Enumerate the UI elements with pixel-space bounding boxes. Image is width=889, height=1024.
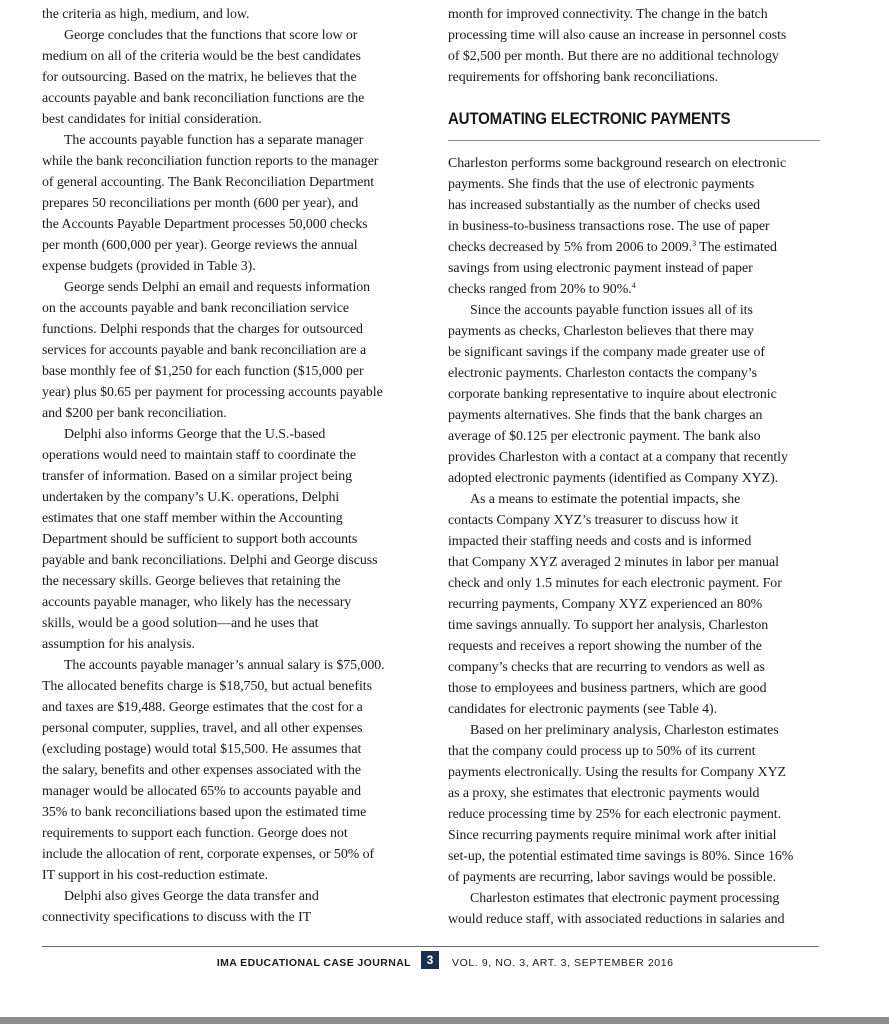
text-line: as a proxy, she estimates that electronic payments would (448, 786, 760, 801)
text-line: the criteria as high, medium, and low. (42, 7, 250, 22)
text-line: recurring payments, Company XYZ experienced an 80% (448, 597, 763, 612)
text-line: Since the accounts payable function issues all of its (470, 303, 753, 318)
text-line: candidates for electronic payments (see Table 4). (448, 702, 718, 717)
paragraph (42, 424, 414, 655)
paragraph (448, 489, 820, 720)
text-line: the salary, benefits and other expenses associated with the (42, 763, 361, 778)
paragraph (448, 300, 820, 489)
text-line: connectivity specifications to discuss with the IT (42, 910, 312, 925)
text-line: The accounts payable manager’s annual salary is $75,000. (64, 658, 385, 673)
text-line: and taxes are $19,488. George estimates that the cost for a (42, 700, 363, 715)
text-line: payments electronically. Using the results for Company XYZ (448, 765, 786, 780)
footnote-marker: 3 (692, 239, 697, 248)
paragraph (42, 130, 414, 277)
right-column (448, 4, 820, 930)
text-line: those to employees and business partners, which are good (448, 681, 767, 696)
text-line: accounts payable manager, who likely has the necessary (42, 595, 352, 610)
text-line: that the company could process up to 50% of its current (448, 744, 756, 759)
journal-title: IMA EDUCATIONAL CASE JOURNAL (216, 957, 411, 969)
text-line: (excluding postage) would total $15,500. He assumes that (42, 742, 362, 757)
text-line: Delphi also informs George that the U.S.-based (64, 427, 326, 442)
text-line: accounts payable and bank reconciliation functions are the (42, 91, 365, 106)
text-line: savings from using electronic payment instead of paper (448, 261, 753, 276)
text-line: 35% to bank reconciliations based upon the estimated time (42, 805, 367, 820)
paragraph (448, 153, 820, 300)
text-line: best candidates for initial consideration. (42, 112, 262, 127)
text-line: that Company XYZ averaged 2 minutes in labor per manual (448, 555, 779, 570)
text-line: has increased substantially as the number of checks used (448, 198, 760, 213)
text-line: electronic payments. Charleston contacts the company’s (448, 366, 757, 381)
text-line: IT support in his cost-reduction estimate. (42, 868, 269, 883)
text-line: payments as checks, Charleston believes that there may (448, 324, 754, 339)
text-line: the necessary skills. George believes that retaining the (42, 574, 341, 589)
text-line: while the bank reconciliation function reports to the manager (42, 154, 379, 169)
text-line: would reduce staff, with associated reductions in salaries and (448, 912, 785, 927)
text-line: expense budgets (provided in Table 3). (42, 259, 256, 274)
text-line: assumption for his analysis. (42, 637, 195, 652)
text-line: processing time will also cause an increase in personnel costs (448, 28, 787, 43)
left-column (42, 4, 414, 928)
text-line: Delphi also gives George the data transfer and (64, 889, 319, 904)
paragraph (42, 655, 414, 886)
text-line: impacted their staffing needs and costs and is informed (448, 534, 752, 549)
footnote-marker: 4 (631, 281, 636, 290)
text-line: undertaken by the company’s U.K. operations, Delphi (42, 490, 340, 505)
text-line: on the accounts payable and bank reconciliation service (42, 301, 349, 316)
text-line: requests and receives a report showing the number of the (448, 639, 762, 654)
text-line: base monthly fee of $1,250 for each function ($15,000 per (42, 364, 364, 379)
text-line: prepares 50 reconciliations per month (600 per year), and (42, 196, 359, 211)
text-line: As a means to estimate the potential impacts, she (470, 492, 741, 507)
issue-info: VOL. 9, NO. 3, ART. 3, SEPTEMBER 2016 (452, 957, 674, 969)
text-line: personal computer, supplies, travel, and all other expenses (42, 721, 363, 736)
text-line: George concludes that the functions that score low or (64, 28, 358, 43)
text-line: contacts Company XYZ’s treasurer to discuss how it (448, 513, 739, 528)
text-line: payable and bank reconciliations. Delphi and George discuss (42, 553, 378, 568)
text-line: per month (600,000 per year). George reviews the annual (42, 238, 358, 253)
footer-divider (42, 946, 819, 947)
text-line: manager would be allocated 65% to accounts payable and (42, 784, 361, 799)
text-line: time savings annually. To support her analysis, Charleston (448, 618, 769, 633)
text-line: of general accounting. The Bank Reconciliation Department (42, 175, 375, 190)
text-line: The accounts payable function has a separate manager (64, 133, 364, 148)
text-line: include the allocation of rent, corporate expenses, or 50% of (42, 847, 375, 862)
text-line: the Accounts Payable Department processes 50,000 checks (42, 217, 368, 232)
text-line: requirements to support each function. George does not (42, 826, 348, 841)
viewer-bottom-bar (0, 1017, 889, 1024)
text-line: provides Charleston with a contact at a company that recently (448, 450, 788, 465)
text-line: Since recurring payments require minimal work after initial (448, 828, 777, 843)
text-line: payments alternatives. She finds that the bank charges an (448, 408, 763, 423)
paragraph (42, 886, 414, 928)
text-line: Charleston estimates that electronic payment processing (470, 891, 780, 906)
text-line: George sends Delphi an email and requests information (64, 280, 371, 295)
text-line: Based on her preliminary analysis, Charleston estimates (470, 723, 779, 738)
text-line: estimates that one staff member within the Accounting (42, 511, 343, 526)
text-line: services for accounts payable and bank reconciliation are a (42, 343, 367, 358)
text-line: checks decreased by 5% from 2006 to 2009. (448, 240, 693, 255)
text-line: medium on all of the criteria would be the best candidates (42, 49, 361, 64)
text-line: month for improved connectivity. The change in the batch (448, 7, 768, 22)
text-line: of payments are recurring, labor savings would be possible. (448, 870, 777, 885)
text-line: operations would need to maintain staff to coordinate the (42, 448, 356, 463)
text-line: skills, would be a good solution—and he uses that (42, 616, 319, 631)
text-line: company’s checks that are recurring to vendors as well as (448, 660, 765, 675)
paragraph (448, 720, 820, 888)
paragraph (42, 25, 414, 130)
text-line: adopted electronic payments (identified as Company XYZ). (448, 471, 779, 486)
text-line: and $200 per bank reconciliation. (42, 406, 227, 421)
text-line: in business-to-business transactions rose. The use of paper (448, 219, 770, 234)
paragraph (42, 4, 414, 25)
paragraph (448, 4, 820, 88)
text-line: transfer of information. Based on a similar project being (42, 469, 352, 484)
text-line: functions. Delphi responds that the charges for outsourced (42, 322, 363, 337)
text-line: checks ranged from 20% to 90%. (448, 282, 632, 297)
text-line: requirements for offshoring bank reconciliations. (448, 70, 719, 85)
text-line: corporate banking representative to inquire about electronic (448, 387, 777, 402)
text-line: Department should be sufficient to support both accounts (42, 532, 358, 547)
text-line: set-up, the potential estimated time savings is 80%. Since 16% (448, 849, 794, 864)
text-line: Charleston performs some background research on electronic (448, 156, 787, 171)
text-line: of $2,500 per month. But there are no additional technology (448, 49, 779, 64)
text-line: The estimated (696, 240, 777, 255)
text-line: year) plus $0.65 per payment for processing accounts payable (42, 385, 383, 400)
paragraph (42, 277, 414, 424)
page-number: 3 (421, 951, 439, 969)
text-line: average of $0.125 per electronic payment. The bank also (448, 429, 761, 444)
text-line: be significant savings if the company made greater use of (448, 345, 765, 360)
text-line: check and only 1.5 minutes for each electronic payment. For (448, 576, 782, 591)
section-heading: AUTOMATING ELECTRONIC PAYMENTS (448, 110, 731, 128)
text-line: payments. She finds that the use of electronic payments (448, 177, 755, 192)
text-line: for outsourcing. Based on the matrix, he believes that the (42, 70, 357, 85)
paragraph (448, 888, 820, 930)
heading-divider (448, 140, 820, 141)
text-line: The allocated benefits charge is $18,750, but actual benefits (42, 679, 372, 694)
text-line: reduce processing time by 25% for each electronic payment. (448, 807, 782, 822)
